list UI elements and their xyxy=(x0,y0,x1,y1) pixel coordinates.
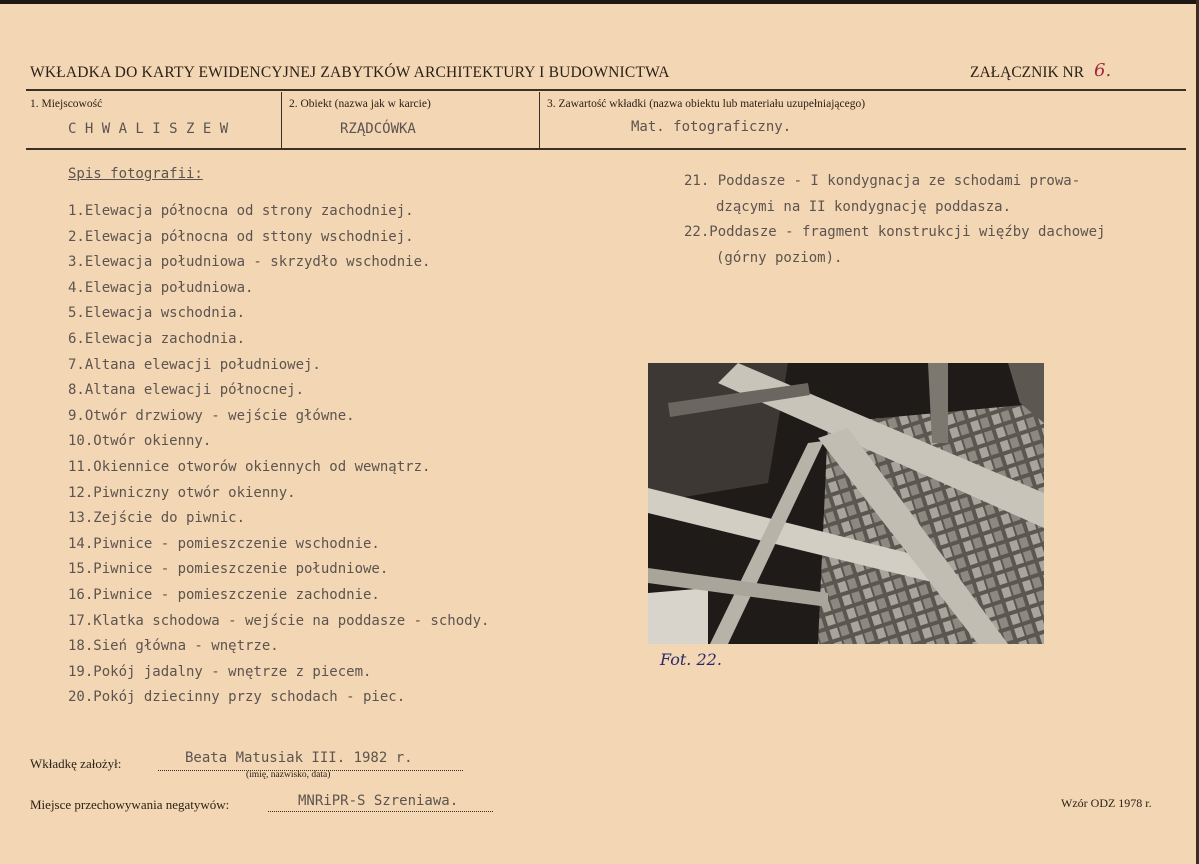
list-item: 11.Okiennice otworów okiennych od wewnątrz. xyxy=(68,458,431,475)
card-title: WKŁADKA DO KARTY EWIDENCYJNEJ ZABYTKÓW ARCHITEKTURY I BUDOWNICTWA xyxy=(30,64,670,81)
photo-caption: Fot. 22. xyxy=(660,650,722,669)
storage-label: Miejsce przechowywania negatywów: xyxy=(30,797,230,812)
place-value: C H W A L I S Z E W xyxy=(68,121,229,137)
author-value: Beata Matusiak III. 1982 r. xyxy=(185,750,413,766)
list-item: (górny poziom). xyxy=(716,250,843,266)
author-hint: (imię, nazwisko, data) xyxy=(246,770,331,780)
list-item: 4.Elewacja południowa. xyxy=(68,279,254,296)
list-item: 20.Pokój dziecinny przy schodach - piec. xyxy=(68,689,406,706)
list-title: Spis fotografii: xyxy=(68,166,203,182)
storage-dotted-line xyxy=(268,811,493,812)
attic-roof-truss-photo xyxy=(648,363,1044,644)
field-divider-1 xyxy=(281,92,282,148)
list-item: 21. Poddasze - I kondygnacja ze schodami prowa- xyxy=(684,173,1081,189)
header-rule-bottom xyxy=(26,148,1186,150)
attachment-number: 6. xyxy=(1094,60,1112,81)
list-item: 1.Elewacja północna od strony zachodniej. xyxy=(68,203,414,219)
object-value: RZĄDCÓWKA xyxy=(340,121,416,137)
list-item: 14.Piwnice - pomieszczenie wschodnie. xyxy=(68,535,380,552)
list-item: 8.Altana elewacji północnej. xyxy=(68,382,305,399)
list-item: 6.Elewacja zachodnia. xyxy=(68,330,246,347)
list-item: 15.Piwnice - pomieszczenie południowe. xyxy=(68,561,389,578)
place-label: 1. Miejscowość xyxy=(30,98,103,110)
header-rule-top xyxy=(26,89,1186,91)
list-item: dzącymi na II kondygnację poddasza. xyxy=(716,199,1012,215)
scan-edge-top xyxy=(0,0,1199,4)
content-value: Mat. fotograficzny. xyxy=(631,119,792,135)
attachment-label: ZAŁĄCZNIK NR xyxy=(970,64,1085,81)
list-item: 7.Altana elewacji południowej. xyxy=(68,356,321,373)
field-divider-2 xyxy=(539,92,540,148)
list-item: 2.Elewacja północna od sttony wschodniej. xyxy=(68,228,414,245)
form-template-label: Wzór ODZ 1978 r. xyxy=(1061,796,1152,810)
list-item: 12.Piwniczny otwór okienny. xyxy=(68,484,296,501)
storage-value: MNRiPR-S Szreniawa. xyxy=(298,793,459,809)
list-item: 17.Klatka schodowa - wejście na poddasze - schody. xyxy=(68,612,490,629)
photo-list xyxy=(68,199,489,711)
list-item: 18.Sień główna - wnętrze. xyxy=(68,638,279,655)
list-item: 9.Otwór drzwiowy - wejście główne. xyxy=(68,407,355,424)
list-item: 13.Zejście do piwnic. xyxy=(68,510,246,527)
list-item: 5.Elewacja wschodnia. xyxy=(68,305,246,322)
list-item: 10.Otwór okienny. xyxy=(68,433,212,450)
list-item: 22.Poddasze - fragment konstrukcji więźby dachowej xyxy=(684,224,1106,240)
content-label: 3. Zawartość wkładki (nazwa obiektu lub materiału uzupełniającego) xyxy=(547,98,866,110)
list-item: 16.Piwnice - pomieszczenie zachodnie. xyxy=(68,586,380,603)
object-label: 2. Obiekt (nazwa jak w karcie) xyxy=(289,98,431,110)
list-item: 3.Elewacja południowa - skrzydło wschodnie. xyxy=(68,254,431,271)
list-item: 19.Pokój jadalny - wnętrze z piecem. xyxy=(68,663,372,680)
author-label: Wkładkę założył: xyxy=(30,756,122,771)
